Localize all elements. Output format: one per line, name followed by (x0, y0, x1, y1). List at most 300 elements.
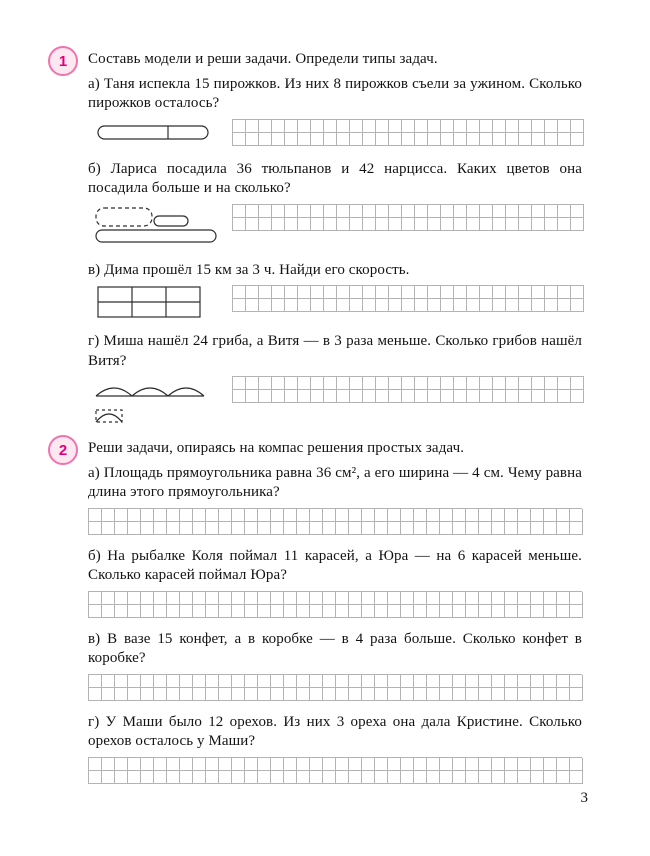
grid-cell (89, 675, 102, 688)
grid-cell (454, 286, 467, 299)
grid-cell (349, 509, 362, 522)
grid-cell (337, 377, 350, 390)
task-1b-workspace (88, 204, 582, 248)
grid-cell (415, 377, 428, 390)
grid-cell (571, 286, 584, 299)
grid-cell (271, 509, 284, 522)
grid-cell (350, 299, 363, 312)
grid-cell (246, 390, 259, 403)
answer-grid-2b (88, 591, 582, 618)
grid-cell (324, 299, 337, 312)
grid-cell (323, 675, 336, 688)
grid-cell (466, 758, 479, 771)
grid-cell (258, 592, 271, 605)
grid-cell (167, 771, 180, 784)
grid-cell (284, 688, 297, 701)
grid-cell (258, 688, 271, 701)
grid-cell (272, 286, 285, 299)
grid-cell (441, 377, 454, 390)
grid-cell (128, 509, 141, 522)
grid-cell (454, 299, 467, 312)
grid-cell (531, 522, 544, 535)
grid-cell (492, 522, 505, 535)
grid-cell (232, 592, 245, 605)
grid-cell (311, 377, 324, 390)
grid-cell (402, 205, 415, 218)
grid-cell (544, 509, 557, 522)
grid-cell (285, 377, 298, 390)
grid-cell (427, 522, 440, 535)
grid-cell (284, 522, 297, 535)
grid-cell (363, 377, 376, 390)
grid-cell (102, 522, 115, 535)
grid-cell (284, 675, 297, 688)
grid-cell (493, 299, 506, 312)
grid-cell (336, 771, 349, 784)
grid-cell (518, 688, 531, 701)
grid-cell (415, 133, 428, 146)
grid-cell (466, 522, 479, 535)
grid-cell (193, 592, 206, 605)
grid-cell (324, 286, 337, 299)
grid-cell (428, 120, 441, 133)
grid-cell (219, 522, 232, 535)
grid-cell (167, 688, 180, 701)
grid-cell (285, 133, 298, 146)
grid-cell (480, 377, 493, 390)
grid-cell (428, 133, 441, 146)
grid-cell (375, 688, 388, 701)
grid-cell (414, 758, 427, 771)
grid-cell (558, 205, 571, 218)
grid-cell (493, 205, 506, 218)
grid-cell (271, 758, 284, 771)
grid-cell (350, 120, 363, 133)
grid-cell (233, 390, 246, 403)
grid-cell (115, 675, 128, 688)
grid-cell (193, 758, 206, 771)
grid-cell (285, 120, 298, 133)
grid-cell (532, 218, 545, 231)
grid-cell (571, 390, 584, 403)
grid-cell (180, 758, 193, 771)
grid-cell (544, 688, 557, 701)
grid-cell (271, 771, 284, 784)
grid-cell (532, 286, 545, 299)
grid-cell (115, 758, 128, 771)
grid-cell (271, 522, 284, 535)
grid-cell (310, 688, 323, 701)
grid-cell (232, 522, 245, 535)
grid-cell (454, 120, 467, 133)
grid-cell (233, 205, 246, 218)
grid-cell (467, 286, 480, 299)
grid-cell (401, 688, 414, 701)
grid-cell (402, 218, 415, 231)
grid-cell (466, 771, 479, 784)
grid-cell (545, 133, 558, 146)
answer-grid-1b (232, 204, 584, 231)
grid-cell (441, 286, 454, 299)
grid-cell (401, 605, 414, 618)
grid-cell (349, 522, 362, 535)
grid-cell (532, 299, 545, 312)
grid-cell (259, 377, 272, 390)
page-number: 3 (580, 790, 588, 806)
grid-cell (128, 592, 141, 605)
grid-cell (479, 592, 492, 605)
grid-cell (350, 286, 363, 299)
grid-cell (154, 605, 167, 618)
grid-cell (441, 218, 454, 231)
grid-cell (402, 133, 415, 146)
grid-cell (259, 299, 272, 312)
grid-cell (479, 675, 492, 688)
grid-cell (311, 133, 324, 146)
grid-cell (272, 133, 285, 146)
grid-cell (128, 758, 141, 771)
grid-cell (259, 133, 272, 146)
grid-cell (389, 299, 402, 312)
grid-cell (297, 592, 310, 605)
grid-cell (492, 592, 505, 605)
grid-cell (388, 509, 401, 522)
grid-cell (233, 120, 246, 133)
grid-cell (376, 286, 389, 299)
grid-cell (557, 605, 570, 618)
grid-cell (453, 688, 466, 701)
grid-cell (141, 522, 154, 535)
grid-cell (376, 120, 389, 133)
grid-cell (506, 133, 519, 146)
grid-cell (492, 605, 505, 618)
grid-cell (324, 120, 337, 133)
grid-cell (428, 377, 441, 390)
task-1g-text: г) Миша нашёл 24 гриба, а Витя — в 3 раза меньше. Сколько грибов нашёл Витя? (88, 333, 582, 369)
grid-cell (323, 758, 336, 771)
grid-cell (298, 133, 311, 146)
grid-cell (311, 390, 324, 403)
grid-cell (441, 205, 454, 218)
grid-cell (258, 522, 271, 535)
grid-cell (401, 509, 414, 522)
grid-cell (258, 605, 271, 618)
grid-cell (336, 509, 349, 522)
grid-cell (89, 605, 102, 618)
grid-cell (415, 205, 428, 218)
grid-cell (363, 218, 376, 231)
grid-cell (571, 218, 584, 231)
grid-cell (128, 522, 141, 535)
grid-cell (141, 771, 154, 784)
exercise-2-intro: Реши задачи, опираясь на компас решения простых задач. (88, 440, 465, 456)
grid-cell (375, 522, 388, 535)
grid-cell (389, 120, 402, 133)
answer-grid-2g (88, 757, 582, 784)
grid-cell (570, 522, 583, 535)
grid-cell (479, 605, 492, 618)
grid-cell (376, 133, 389, 146)
grid-cell (375, 675, 388, 688)
grid-cell (467, 218, 480, 231)
grid-cell (102, 675, 115, 688)
grid-cell (298, 286, 311, 299)
grid-cell (453, 509, 466, 522)
grid-cell (219, 509, 232, 522)
grid-cell (233, 133, 246, 146)
grid-cell (350, 377, 363, 390)
grid-cell (545, 377, 558, 390)
grid-cell (506, 377, 519, 390)
grid-cell (453, 758, 466, 771)
grid-cell (285, 390, 298, 403)
grid-cell (246, 299, 259, 312)
grid-cell (154, 688, 167, 701)
grid-cell (337, 205, 350, 218)
grid-cell (193, 675, 206, 688)
grid-cell (414, 522, 427, 535)
grid-cell (558, 286, 571, 299)
grid-cell (102, 509, 115, 522)
grid-cell (493, 286, 506, 299)
grid-cell (337, 390, 350, 403)
grid-cell (167, 758, 180, 771)
task-1a-text: а) Таня испекла 15 пирожков. Из них 8 пирожков съели за ужином. Сколько пирожков осталось? (88, 75, 582, 111)
grid-cell (298, 205, 311, 218)
grid-cell (311, 205, 324, 218)
grid-cell (141, 758, 154, 771)
grid-cell (349, 688, 362, 701)
diagram-1g-multiple-parts (88, 376, 232, 426)
grid-cell (245, 592, 258, 605)
grid-cell (258, 771, 271, 784)
grid-cell (193, 688, 206, 701)
grid-cell (259, 120, 272, 133)
grid-cell (388, 522, 401, 535)
grid-cell (388, 592, 401, 605)
grid-cell (363, 120, 376, 133)
grid-cell (506, 299, 519, 312)
grid-cell (206, 522, 219, 535)
grid-cell (246, 377, 259, 390)
grid-cell (115, 771, 128, 784)
grid-cell (362, 605, 375, 618)
grid-cell (258, 675, 271, 688)
grid-cell (401, 758, 414, 771)
grid-cell (233, 218, 246, 231)
grid-cell (570, 605, 583, 618)
grid-cell (349, 758, 362, 771)
grid-cell (571, 205, 584, 218)
exercise-2-number-badge: 2 (48, 435, 78, 465)
grid-cell (245, 605, 258, 618)
grid-cell (441, 133, 454, 146)
grid-cell (284, 605, 297, 618)
grid-cell (323, 522, 336, 535)
grid-cell (245, 675, 258, 688)
grid-cell (272, 390, 285, 403)
grid-cell (128, 675, 141, 688)
grid-cell (492, 688, 505, 701)
grid-cell (102, 758, 115, 771)
grid-cell (298, 377, 311, 390)
grid-cell (571, 377, 584, 390)
grid-cell (206, 688, 219, 701)
grid-cell (440, 592, 453, 605)
grid-cell (428, 390, 441, 403)
grid-cell (519, 299, 532, 312)
grid-cell (544, 675, 557, 688)
grid-cell (271, 675, 284, 688)
grid-cell (505, 771, 518, 784)
grid-cell (375, 758, 388, 771)
grid-cell (466, 592, 479, 605)
grid-cell (141, 509, 154, 522)
grid-cell (479, 509, 492, 522)
grid-cell (337, 120, 350, 133)
exercise-2 (58, 439, 582, 784)
grid-cell (297, 758, 310, 771)
grid-cell (233, 299, 246, 312)
grid-cell (350, 390, 363, 403)
grid-cell (466, 688, 479, 701)
grid-cell (427, 758, 440, 771)
grid-cell (206, 592, 219, 605)
grid-cell (557, 688, 570, 701)
grid-cell (310, 509, 323, 522)
grid-cell (453, 592, 466, 605)
grid-cell (102, 771, 115, 784)
grid-cell (193, 522, 206, 535)
grid-cell (350, 205, 363, 218)
grid-cell (193, 771, 206, 784)
diagram-1v-table (88, 285, 232, 319)
grid-cell (206, 605, 219, 618)
grid-cell (219, 605, 232, 618)
grid-cell (532, 205, 545, 218)
grid-cell (336, 522, 349, 535)
grid-cell (102, 605, 115, 618)
grid-cell (415, 286, 428, 299)
grid-cell (336, 675, 349, 688)
grid-cell (180, 675, 193, 688)
grid-cell (323, 771, 336, 784)
task-1v-text: в) Дима прошёл 15 км за 3 ч. Найди его скорость. (88, 261, 410, 278)
grid-cell (271, 605, 284, 618)
grid-cell (531, 771, 544, 784)
grid-cell (467, 205, 480, 218)
grid-cell (310, 605, 323, 618)
grid-cell (531, 592, 544, 605)
grid-cell (532, 390, 545, 403)
grid-cell (232, 605, 245, 618)
grid-cell (506, 390, 519, 403)
answer-grid-1a (232, 119, 584, 146)
grid-cell (505, 675, 518, 688)
grid-cell (571, 120, 584, 133)
grid-cell (219, 771, 232, 784)
grid-cell (544, 771, 557, 784)
grid-cell (480, 133, 493, 146)
grid-cell (506, 205, 519, 218)
grid-cell (544, 522, 557, 535)
grid-cell (531, 688, 544, 701)
grid-cell (479, 771, 492, 784)
grid-cell (246, 205, 259, 218)
grid-cell (389, 133, 402, 146)
grid-cell (245, 758, 258, 771)
grid-cell (272, 120, 285, 133)
grid-cell (271, 688, 284, 701)
grid-cell (324, 205, 337, 218)
grid-cell (454, 205, 467, 218)
grid-cell (323, 592, 336, 605)
grid-cell (467, 120, 480, 133)
grid-cell (557, 509, 570, 522)
grid-cell (389, 205, 402, 218)
grid-cell (298, 390, 311, 403)
grid-cell (388, 758, 401, 771)
grid-cell (89, 509, 102, 522)
grid-cell (519, 390, 532, 403)
grid-cell (505, 605, 518, 618)
grid-cell (454, 390, 467, 403)
grid-cell (258, 758, 271, 771)
grid-cell (415, 218, 428, 231)
grid-cell (389, 390, 402, 403)
grid-cell (466, 509, 479, 522)
grid-cell (154, 758, 167, 771)
grid-cell (402, 299, 415, 312)
grid-cell (388, 688, 401, 701)
grid-cell (519, 218, 532, 231)
grid-cell (376, 218, 389, 231)
grid-cell (402, 286, 415, 299)
grid-cell (492, 675, 505, 688)
grid-cell (115, 522, 128, 535)
grid-cell (414, 771, 427, 784)
exercise-1-intro: Составь модели и реши задачи. Определи типы задач. (88, 51, 438, 67)
grid-cell (570, 688, 583, 701)
grid-cell (219, 758, 232, 771)
grid-cell (414, 509, 427, 522)
grid-cell (180, 688, 193, 701)
grid-cell (245, 771, 258, 784)
grid-cell (272, 299, 285, 312)
grid-cell (284, 592, 297, 605)
grid-cell (557, 675, 570, 688)
grid-cell (115, 605, 128, 618)
grid-cell (558, 299, 571, 312)
grid-cell (206, 771, 219, 784)
grid-cell (128, 605, 141, 618)
grid-cell (297, 605, 310, 618)
grid-cell (545, 205, 558, 218)
grid-cell (519, 133, 532, 146)
grid-cell (363, 286, 376, 299)
grid-cell (531, 605, 544, 618)
task-1v-workspace (88, 285, 582, 319)
grid-cell (363, 299, 376, 312)
grid-cell (310, 592, 323, 605)
grid-cell (89, 688, 102, 701)
grid-cell (310, 522, 323, 535)
grid-cell (362, 771, 375, 784)
grid-cell (141, 688, 154, 701)
grid-cell (297, 522, 310, 535)
grid-cell (570, 758, 583, 771)
grid-cell (323, 688, 336, 701)
